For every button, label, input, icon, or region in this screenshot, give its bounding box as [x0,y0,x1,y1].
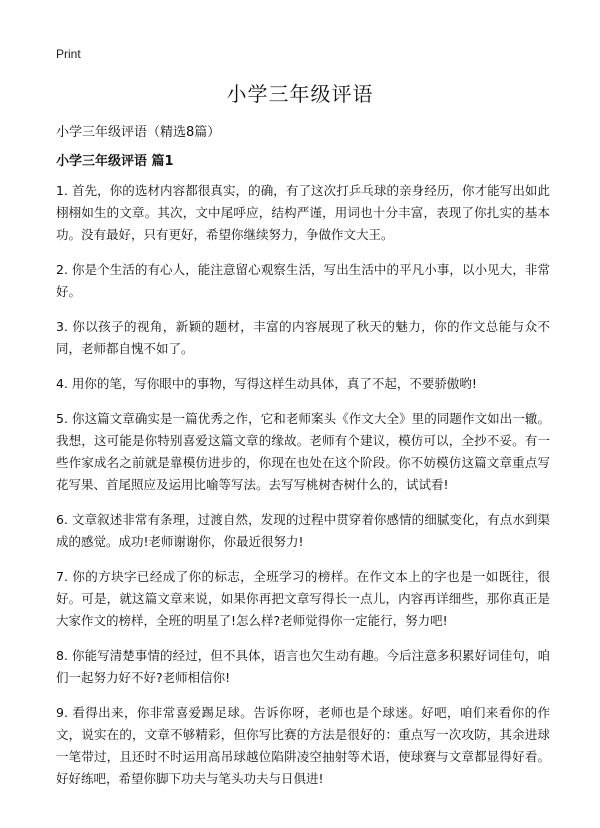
comment-list [56,180,550,803]
comment-item-1: 1. 首先，你的选材内容都很真实，的确，有了这次打乒乓球的亲身经历，你才能写出如此栩栩如生的文章。其次，文中尾呼应，结构严谨，用词也十分丰富，表现了你扎实的基本功。没有最好，只有更好，希望你继续努力，争做作文大王。 [56,183,550,242]
comment-item-6: 6. 文章叙述非常有条理，过渡自然，发现的过程中贯穿着你感情的细腻变化，有点水到渠成的感觉。成功!老师谢谢你，你最近很努力! [56,512,550,549]
page-title: 小学三年级评语 [226,82,374,106]
comment-item-2: 2. 你是个生活的有心人，能注意留心观察生活，写出生活中的平凡小事，以小见大，非常好。 [56,262,550,299]
document-subtitle: 小学三年级评语（精选8篇） [56,125,221,140]
comment-item-3: 3. 你以孩子的视角，新颖的题材，丰富的内容展现了秋天的魅力，你的作文总能与众不同，老师都自愧不如了。 [56,319,550,356]
comment-item-4: 4. 用你的笔，写你眼中的事物，写得这样生动具体，真了不起，不要骄傲哟! [56,376,477,391]
comment-item-7: 7. 你的方块字已经成了你的标志，全班学习的榜样。在作文本上的字也是一如既往，很好。可是，就这篇文章来说，如果你再把文章写得长一点儿，内容再详细些，那你真正是大家作文的榜样，全班的明星了!怎么样?老师觉得你一定能行，努力吧! [56,569,550,628]
comment-item-8: 8. 你能写清楚事情的经过，但不具体，语言也欠生动有趣。今后注意多积累好词佳句，咱们一起努力好不好?老师相信你! [56,648,550,685]
comment-item-9: 9. 看得出来，你非常喜爱踢足球。告诉你呀，老师也是个球迷。好吧，咱们来看你的作文，说实在的，文章不够精彩，但你写比赛的方法是很好的：重点写一次攻防，其余进球一笔带过，且还时不时运用高吊球越位陷阱凌空抽射等术语，使球赛与文章都显得好看。好好练吧，希望你脚下功夫与笔头功夫与日俱进! [56,705,550,786]
print-link[interactable]: Print [56,47,81,61]
comment-item-5: 5. 你这篇文章确实是一篇优秀之作，它和老师案头《作文大全》里的同题作文如出一辙。我想，这可能是你特别喜爱这篇文章的缘故。老师有个建议，模仿可以，全抄不妥。有一些作家成名之前就是靠模仿进步的，你现在也处在这个阶段。你不妨模仿这篇文章重点写花写果、首尾照应及运用比喻等写法。去写写桃树杏树什么的，试试看! [56,411,550,492]
section-heading: 小学三年级评语 篇1 [56,154,174,169]
